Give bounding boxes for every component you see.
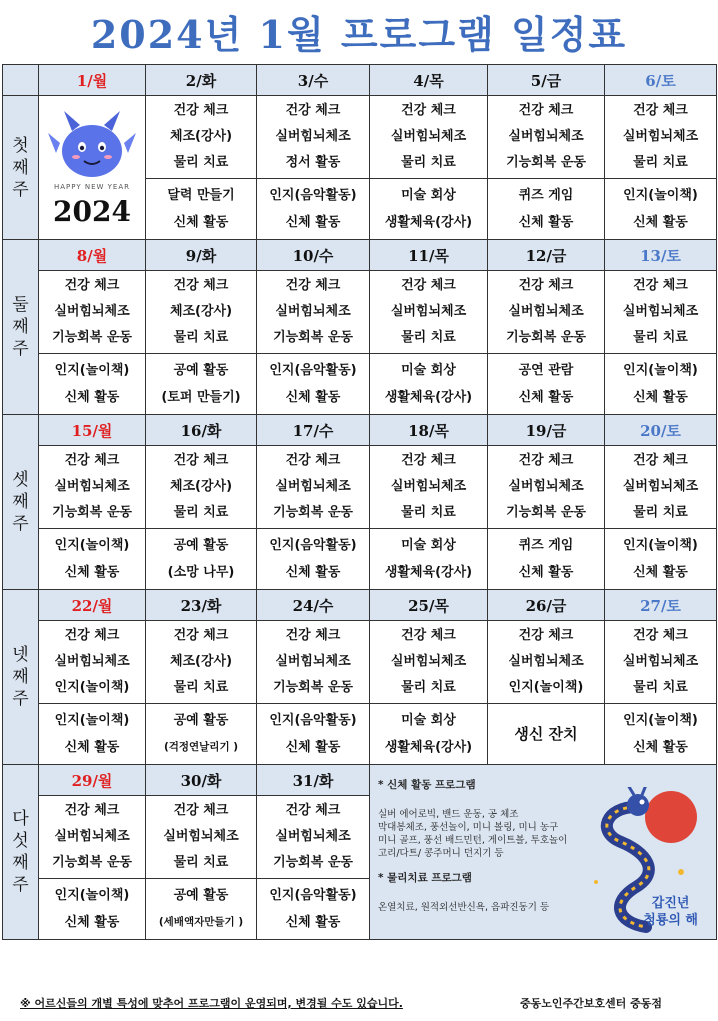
activity-text: 신체 활동 [285,390,341,405]
activity-text: 미술 회상 [401,713,456,728]
activity-text: 생활체육(강사) [384,565,473,580]
activity-text: 물리 치료 [401,330,456,345]
morning-activities [257,96,370,179]
activity-text: 신체 활동 [285,215,341,230]
activity-text: 건강 체크 [285,628,341,643]
activity-text: 물리 치료 [173,505,229,520]
activity-text: 실버힘뇌체조 [390,129,467,144]
activity-text: 건강 체크 [401,103,456,118]
date-row [3,415,717,446]
afternoon-row [3,704,717,765]
activity-text: 신체 활동 [633,390,688,405]
center-name: 중동노인주간보호센터 중동점 [520,997,662,1010]
activity-text: 건강 체크 [285,103,341,118]
date-header: 2/화 [146,65,257,96]
footer-note: ※ 어르신들의 개별 특성에 맞추어 프로그램이 운영되며, 변경될 수도 있습니다. [20,997,403,1010]
morning-activities [257,621,370,704]
activity-text: 기능회복 운동 [506,505,586,520]
week-label-char: 주 [12,179,29,200]
activity-text: 인지(놀이책) [54,888,130,903]
activity-text: 실버힘뇌체조 [622,654,699,669]
activity-text: 건강 체크 [173,628,229,643]
afternoon-activities [257,879,370,940]
logo-caption: HAPPY NEW YEAR [54,182,130,191]
activity-text: (소망 나무) [167,565,235,580]
activity-text: 물리 치료 [633,680,688,695]
afternoon-row [3,529,717,590]
afternoon-activities [257,354,370,415]
date-header: 29/월 [39,765,146,796]
morning-activities [146,446,257,529]
activity-text: 실버힘뇌체조 [622,479,699,494]
activity-text: 건강 체크 [401,453,456,468]
activity-text: 생신 잔치 [514,724,578,743]
week-label-char: 첫 [12,135,29,156]
date-header: 16/화 [146,415,257,446]
activity-text: 신체 활동 [518,390,574,405]
date-header: 10/수 [257,240,370,271]
therapy-line: 온열치료, 원적외선반신욕, 음파진동기 등 [378,902,550,913]
activity-text: 실버힘뇌체조 [622,129,699,144]
date-header: 27/토 [605,590,717,621]
afternoon-activities [370,179,488,240]
afternoon-activities [605,354,717,415]
afternoon-activities [146,179,257,240]
week-label-char: 셋 [12,470,29,490]
morning-activities [146,96,257,179]
afternoon-activities [146,704,257,765]
activity-text: 물리 치료 [633,505,688,520]
activity-text: 실버힘뇌체조 [390,304,467,319]
activity-text: 실버힘뇌체조 [275,829,351,844]
activity-text: 실버힘뇌체조 [275,654,351,669]
morning-activities [370,446,488,529]
dragon-caption-line: 청룡의 해 [643,913,698,928]
afternoon-activities [370,529,488,590]
activity-text: 물리 치료 [633,330,688,345]
activity-text: 체조(강사) [169,479,233,494]
afternoon-activities [39,879,146,940]
week-label-char: 주 [12,689,29,709]
dragon-mascot-icon [42,103,142,233]
morning-activities [605,621,717,704]
date-header: 22/월 [39,590,146,621]
date-header: 26/금 [488,590,605,621]
activity-text: 인지(음악활동) [269,363,357,378]
afternoon-activities [146,354,257,415]
morning-activities [488,271,605,354]
physical-line: 실버 에어로빅, 밴드 운동, 공 체조 [378,809,519,820]
activity-text: 미술 회상 [401,188,456,203]
activity-text: (걱정연날리기 ) [163,741,239,753]
activity-text: 실버힘뇌체조 [390,654,467,669]
activity-text: 건강 체크 [173,803,229,818]
activity-text: 물리 치료 [401,505,456,520]
afternoon-activities [605,179,717,240]
activity-text: 건강 체크 [401,628,456,643]
activity-text: 신체 활동 [633,215,688,230]
activity-text: 인지(놀이책) [54,363,130,378]
corner-cell [3,65,39,96]
date-header: 4/목 [370,65,488,96]
schedule-table [2,64,717,940]
activity-text: 미술 회상 [401,538,456,553]
morning-row [3,271,717,354]
activity-text: 물리 치료 [401,680,456,695]
activity-text: 물리 치료 [173,680,229,695]
activity-text: 기능회복 운동 [273,680,353,695]
date-header: 5/금 [488,65,605,96]
activity-text: 실버힘뇌체조 [54,829,130,844]
week-label-char: 째 [12,667,29,687]
morning-activities [488,96,605,179]
date-header: 17/수 [257,415,370,446]
date-header: 30/화 [146,765,257,796]
activity-text: 실버힘뇌체조 [390,479,467,494]
morning-activities [39,271,146,354]
activity-text: 실버힘뇌체조 [622,304,699,319]
week-label-char: 주 [12,514,29,534]
date-row [3,765,717,796]
activity-text: (토퍼 만들기) [161,390,241,405]
dragon-caption-line: 갑진년 [651,896,690,911]
week-label-char: 다 [12,809,29,829]
activity-text: 인지(음악활동) [269,188,357,203]
afternoon-activities [488,354,605,415]
activity-text: 물리 치료 [173,155,229,170]
morning-row [3,446,717,529]
morning-activities [370,621,488,704]
morning-activities [146,271,257,354]
new-year-logo [39,96,146,240]
date-header: 19/금 [488,415,605,446]
activity-text: 인지(음악활동) [269,713,357,728]
activity-text: 인지(음악활동) [269,888,357,903]
week-label-char: 넷 [12,645,29,665]
date-header: 18/목 [370,415,488,446]
activity-text: 물리 치료 [173,330,229,345]
activity-text: 실버힘뇌체조 [275,304,351,319]
afternoon-activities [257,704,370,765]
morning-activities [488,446,605,529]
activity-text: 기능회복 운동 [506,155,586,170]
morning-activities [605,446,717,529]
afternoon-activities [370,704,488,765]
date-header: 20/토 [605,415,717,446]
activity-text: 신체 활동 [64,740,120,755]
date-header: 8/월 [39,240,146,271]
activity-text: 물리 치료 [633,155,688,170]
date-header: 24/수 [257,590,370,621]
activity-text: 신체 활동 [518,565,574,580]
activity-text: 건강 체크 [64,803,120,818]
week-label-char: 째 [12,492,29,512]
morning-row [3,621,717,704]
morning-activities [488,621,605,704]
activity-text: 인지(놀이책) [623,713,698,728]
week-label-char: 째 [12,853,29,873]
activity-text: 신체 활동 [633,740,688,755]
morning-activities [257,796,370,879]
activity-text: 신체 활동 [518,215,574,230]
activity-text: 건강 체크 [285,278,341,293]
activity-text: 건강 체크 [64,278,120,293]
activity-text: 달력 만들기 [167,188,235,203]
spacer [378,860,588,870]
morning-activities [257,271,370,354]
activity-text: 건강 체크 [173,453,229,468]
morning-row [3,96,717,179]
activity-text: 신체 활동 [173,215,229,230]
activity-text: 물리 치료 [401,155,456,170]
activity-text: 건강 체크 [633,453,688,468]
morning-activities [39,621,146,704]
week-label-char: 주 [12,875,29,895]
activity-text: 건강 체크 [285,803,341,818]
activity-text: 건강 체크 [518,453,574,468]
activity-text: 신체 활동 [285,915,341,930]
activity-text: 정서 활동 [285,155,341,170]
activity-text: 체조(강사) [169,654,233,669]
activity-text: (세배액자만들기 ) [158,916,244,928]
activity-text: 미술 회상 [401,363,456,378]
logo-year: 2024 [53,194,131,228]
afternoon-activities [146,529,257,590]
activity-text: 건강 체크 [518,103,574,118]
activity-text: 기능회복 운동 [52,330,132,345]
date-header: 11/목 [370,240,488,271]
activity-text: 건강 체크 [633,278,688,293]
afternoon-activities [39,529,146,590]
activity-text: 생활체육(강사) [384,390,473,405]
activity-text: 건강 체크 [518,278,574,293]
date-header: 6/토 [605,65,717,96]
activity-text: 인지(놀이책) [623,538,698,553]
activity-text: 실버힘뇌체조 [275,479,351,494]
activity-text: 실버힘뇌체조 [54,304,130,319]
activity-text: 신체 활동 [285,565,341,580]
week-label-char: 째 [12,317,29,337]
afternoon-activities [146,879,257,940]
activity-text: 실버힘뇌체조 [508,129,584,144]
activity-text: 기능회복 운동 [52,855,132,870]
activity-text: 기능회복 운동 [273,855,353,870]
activity-text: 인지(놀이책) [623,188,698,203]
morning-activities [370,96,488,179]
morning-activities [146,621,257,704]
week-label [3,96,39,240]
afternoon-activities [257,529,370,590]
activity-text: 공연 관람 [518,363,574,378]
week-label-char: 둘 [12,295,29,315]
afternoon-activities [605,704,717,765]
activity-text: 체조(강사) [169,129,233,144]
activity-text: 인지(놀이책) [54,538,130,553]
physical-line: 고리/다트/ 콩주머니 던지기 등 [378,848,504,859]
activity-text: 공예 활동 [173,888,229,903]
afternoon-activities [488,529,605,590]
activity-text: 건강 체크 [633,103,688,118]
date-header: 15/월 [39,415,146,446]
activity-text: 신체 활동 [64,390,120,405]
date-row [3,240,717,271]
morning-activities [257,446,370,529]
date-header: 31/화 [257,765,370,796]
week-label-char: 주 [12,339,29,359]
afternoon-activities [257,179,370,240]
activity-text: 건강 체크 [285,453,341,468]
therapy-title: * 물리치료 프로그램 [378,872,472,884]
activity-text: 실버힘뇌체조 [508,479,584,494]
physical-line: 미니 골프, 풍선 배드민턴, 게이트볼, 투호놀이 [378,835,568,846]
activity-text: 인지(놀이책) [623,363,698,378]
activity-text: 기능회복 운동 [273,330,353,345]
afternoon-activities [370,354,488,415]
activity-text: 공예 활동 [173,538,229,553]
afternoon-activities [39,354,146,415]
activity-text: 건강 체크 [173,278,229,293]
dragon-caption [643,895,698,929]
date-header: 3/수 [257,65,370,96]
activity-text: 기능회복 운동 [273,505,353,520]
activity-text: 인지(음악활동) [269,538,357,553]
afternoon-row [3,354,717,415]
activity-text: 체조(강사) [169,304,233,319]
activity-text: 인지(놀이책) [54,680,130,695]
activity-text: 건강 체크 [518,628,574,643]
activity-text: 기능회복 운동 [52,505,132,520]
week-label [3,765,39,940]
activity-text: 신체 활동 [64,915,120,930]
afternoon-activities [488,704,605,765]
date-header: 23/화 [146,590,257,621]
activity-text: 실버힘뇌체조 [508,654,584,669]
activity-text: 인지(놀이책) [54,713,130,728]
morning-activities [370,271,488,354]
notes-block [378,777,588,914]
activity-text: 실버힘뇌체조 [163,829,239,844]
activity-text: 물리 치료 [173,855,229,870]
activity-text: 건강 체크 [173,103,229,118]
morning-activities [605,271,717,354]
activity-text: 퀴즈 게임 [518,538,574,553]
morning-activities [39,446,146,529]
activity-text: 퀴즈 게임 [518,188,574,203]
activity-text: 실버힘뇌체조 [275,129,351,144]
date-header: 12/금 [488,240,605,271]
week-label [3,590,39,765]
physical-title: * 신체 활동 프로그램 [378,779,476,791]
morning-activities [146,796,257,879]
physical-line: 막대봉체조, 풍선놀이, 미니 볼링, 미니 농구 [378,822,559,833]
activity-text: 건강 체크 [64,628,120,643]
activity-text: 신체 활동 [633,565,688,580]
activity-text: 인지(놀이책) [508,680,584,695]
activity-text: 기능회복 운동 [506,330,586,345]
week-label-char: 섯 [12,831,29,851]
date-header: 25/목 [370,590,488,621]
week-label [3,415,39,590]
activity-text: 건강 체크 [633,628,688,643]
program-notes [370,765,717,940]
afternoon-activities [605,529,717,590]
week-label-char: 째 [12,157,29,178]
activity-text: 건강 체크 [401,278,456,293]
afternoon-activities [39,704,146,765]
week-label [3,240,39,415]
activity-text: 생활체육(강사) [384,740,473,755]
activity-text: 공예 활동 [173,713,229,728]
date-row [3,65,717,96]
activity-text: 실버힘뇌체조 [54,479,130,494]
date-row [3,590,717,621]
activity-text: 건강 체크 [64,453,120,468]
afternoon-activities [488,179,605,240]
activity-text: 신체 활동 [285,740,341,755]
activity-text: 실버힘뇌체조 [54,654,130,669]
morning-activities [605,96,717,179]
activity-text: 생활체육(강사) [384,215,473,230]
activity-text: 신체 활동 [64,565,120,580]
morning-activities [39,796,146,879]
date-header: 1/월 [39,65,146,96]
page-title: 2024년 1월 프로그램 일정표 [90,12,628,57]
date-header: 13/토 [605,240,717,271]
activity-text: 실버힘뇌체조 [508,304,584,319]
date-header: 9/화 [146,240,257,271]
activity-text: 공예 활동 [173,363,229,378]
